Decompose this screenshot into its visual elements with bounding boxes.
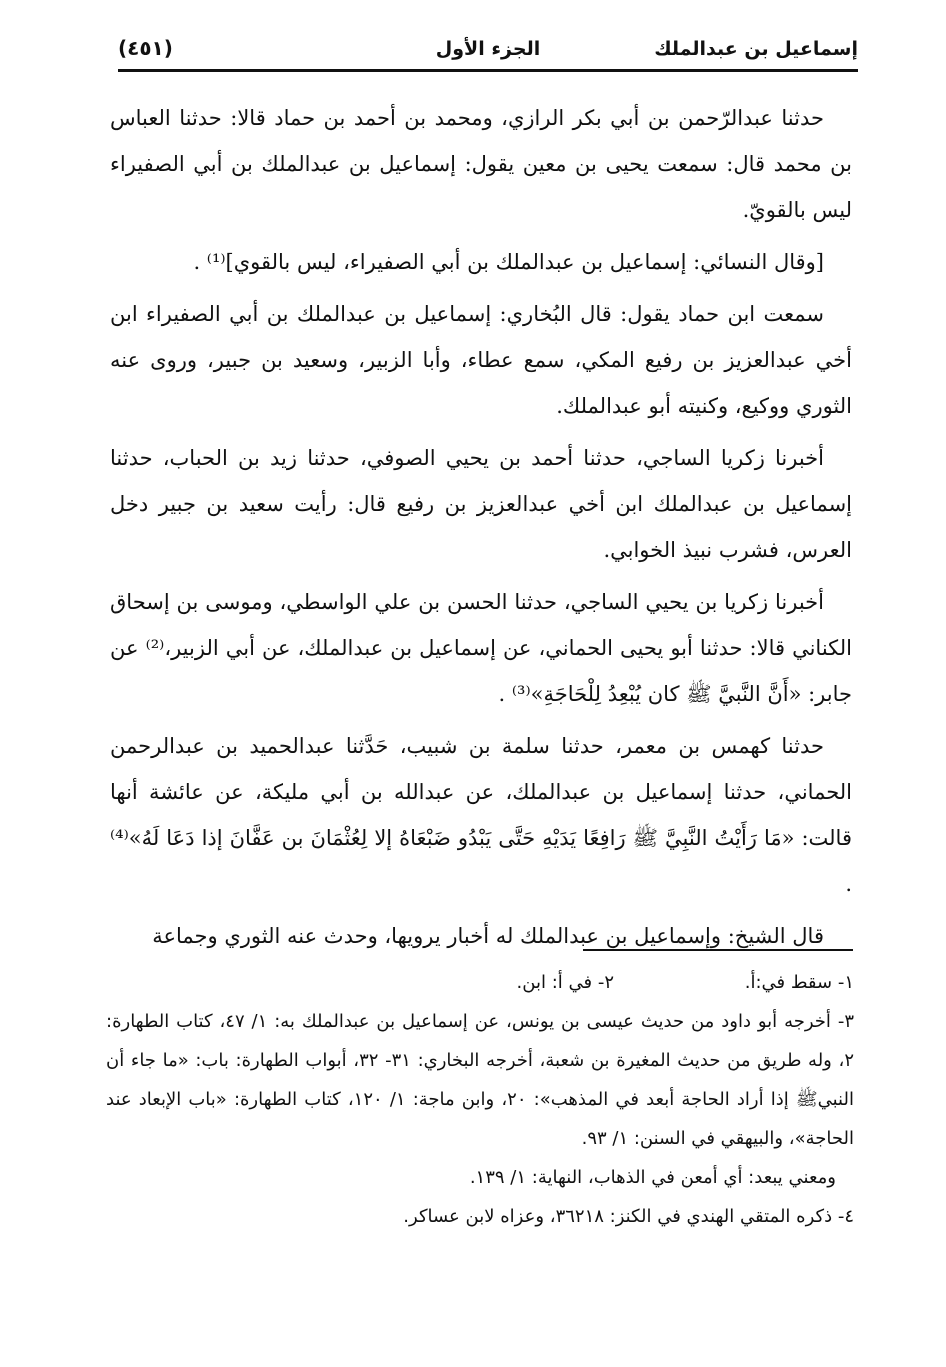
footnotes	[106, 963, 854, 1236]
header-divider	[118, 69, 858, 72]
paragraph: أخبرنا زكريا بن يحيي الساجي، حدثنا الحسن بن علي الواسطي، وموسى بن إسحاق الكناني قالا: حدثنا أبو يحيى الحماني، عن إسماعيل بن عبدالملك، عن أبي الزبير،⁽²⁾ عن جابر: «أَنَّ النَّبيَّ ﷺ كان يُبْعِدُ لِلْحَاجَةِ»⁽³⁾ .	[110, 590, 852, 706]
main-text	[110, 95, 852, 965]
footnote-4: ٤- ذكره المتقي الهندي في الكنز: ٣٦٢١٨، وعزاه لابن عساكر.	[403, 1206, 854, 1227]
footnote-2: ٢- في أ: ابن.	[516, 972, 614, 993]
paragraph: [وقال النسائي: إسماعيل بن عبدالملك بن أبي الصفيراء، ليس بالقوي]⁽¹⁾ .	[193, 250, 824, 274]
footnote-row	[106, 963, 854, 1002]
page-number: (٤٥١)	[118, 36, 173, 60]
book-title: إسماعيل بن عبدالملك	[654, 38, 858, 60]
part-label: الجزء الأول	[435, 38, 541, 60]
footnote-3: ٣- أخرجه أبو داود من حديث عيسى بن يونس، عن إسماعيل بن عبدالملك به: ١/ ٤٧، كتاب الطهارة: ٢، وله طريق من حديث المغيرة بن شعبة، أخرجه البخاري: ٣١- ٣٢، أبواب الطهارة: باب: «ما جاء أن النبيﷺ إذا أراد الحاجة أبعد في المذهب»: ٢٠، وابن ماجة: ١/ ١٢٠، كتاب الطهارة: «باب الإبعاد عند الحاجة»، والبيهقي في السنن: ١/ ٩٣.	[106, 1011, 855, 1149]
paragraph: سمعت ابن حماد يقول: قال البُخاري: إسماعيل بن عبدالملك بن أبي الصفيراء ابن أخي عبدالعزيز بن رفيع المكي، سمع عطاء، وأبا الزبير، وسعيد بن جبير، وروى عنه الثوري ووكيع، وكنيته أبو عبدالملك.	[110, 302, 852, 418]
footnote-divider	[583, 949, 853, 951]
footnote-1: ١- سقط في:أ.	[744, 972, 854, 993]
footnote-3-meaning: ومعني يبعد: أي أمعن في الذهاب، النهاية: ١/ ١٣٩.	[469, 1167, 836, 1188]
paragraph: أخبرنا زكريا الساجي، حدثنا أحمد بن يحيي الصوفي، حدثنا زيد بن الحباب، حدثنا إسماعيل بن عبدالملك ابن أخي عبدالعزيز بن رفيع قال: رأيت سعيد بن جبير دخل العرس، فشرب نبيذ الخوابي.	[110, 446, 852, 562]
paragraph: قال الشيخ: وإسماعيل بن عبدالملك له أخبار يرويها، وحدث عنه الثوري وجماعة	[152, 924, 824, 948]
paragraph: حدثنا عبدالرّحمن بن أبي بكر الرازي، ومحمد بن أحمد بن حماد قالا: حدثنا العباس بن محمد قال: سمعت يحيى بن معين يقول: إسماعيل بن عبدالملك بن أبي الصفيراء ليس بالقويّ.	[110, 106, 852, 222]
paragraph: حدثنا كهمس بن معمر، حدثنا سلمة بن شبيب، حَدَّثنا عبدالحميد بن عبدالرحمن الحماني، حدثنا إسماعيل بن عبدالملك، عن عبدالله بن أبي مليكة، عن عائشة أنها قالت: «مَا رَأَيْتُ النَّبِيَّ ﷺ رَافِعًا يَدَيْهِ حَتَّى يَبْدُو ضَبْعَاهُ إلا لِعُثْمَانَ بن عَفَّانَ إذا دَعَا لَهُ»⁽⁴⁾ .	[110, 734, 852, 896]
page-header	[118, 30, 858, 68]
